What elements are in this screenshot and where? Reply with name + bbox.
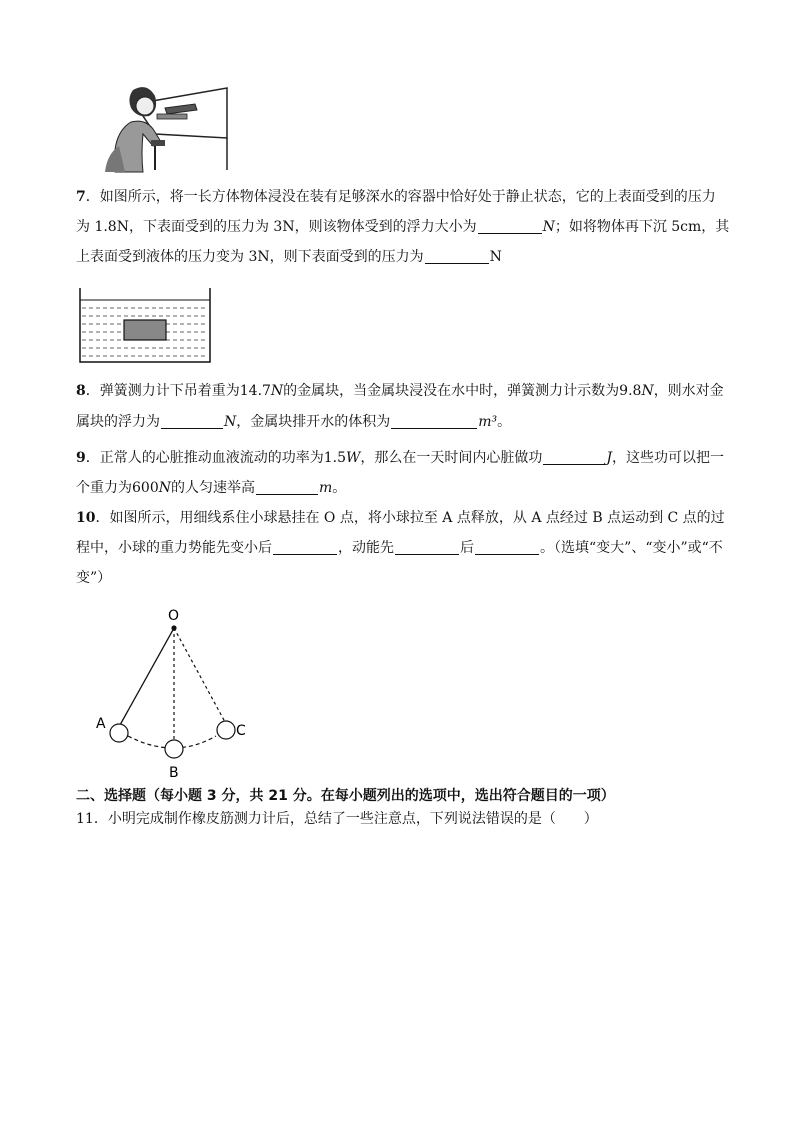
q7-text-2a: 为 1.8N，下表面受到的压力为 3N，则该物体受到的浮力大小为 [76, 219, 477, 235]
q8-unit-2: N [641, 383, 654, 399]
q8-text-2a: 属块的浮力为 [76, 414, 160, 430]
q9-line-2 [76, 478, 346, 498]
q9-text-2a: 个重力为 [76, 480, 132, 496]
q10-line-1 [76, 508, 725, 528]
q8-answer-blank-1[interactable] [161, 414, 223, 429]
q10-text-3: 变”） [76, 570, 112, 586]
q7-answer-blank-1[interactable] [478, 219, 542, 234]
q9-line-1 [76, 448, 724, 468]
q8-line-1 [76, 381, 724, 401]
q9-value-1: 1.5 [323, 450, 347, 466]
q10-text-2c: 后 [460, 540, 474, 556]
point-o-label: O [168, 608, 180, 624]
point-a-label: A [96, 716, 106, 732]
q10-line-3 [76, 568, 111, 588]
q7-line-2 [76, 217, 729, 237]
section-2-heading: 二、选择题（每小题 3 分，共 21 分。在每小题列出的选项中，选出符合题目的一项） [76, 788, 615, 804]
string-to-a [120, 628, 174, 725]
q9-unit-1: W [346, 450, 361, 466]
q9-answer-blank-1[interactable] [543, 450, 605, 465]
q7-answer-blank-2[interactable] [425, 249, 489, 264]
q10-text-1: ．如图所示，用细线系住小球悬挂在 O 点，将小球拉至 A 点释放，从 A 点经过 B 点运动到 C 点的过 [95, 510, 725, 526]
submerged-block [124, 320, 166, 340]
q9-number: 9 [76, 450, 86, 466]
q10-text-2a: 程中，小球的重力势能先变小后 [76, 540, 272, 556]
q11-text: 11．小明完成制作橡皮筋测力计后，总结了一些注意点，下列说法错误的是（ ） [76, 811, 598, 827]
point-c-label: C [236, 723, 246, 739]
q9-text-1c: ，这些功可以把一 [612, 450, 725, 466]
q8-unit-4: m³ [478, 414, 498, 430]
q7-text-3a: 上表面受到液体的压力变为 3N，则下表面受到的压力为 [76, 249, 424, 265]
q7-line-1 [76, 187, 716, 207]
q8-unit-3: N [224, 414, 237, 430]
q8-line-2 [76, 412, 511, 432]
q9-text-1a: ．正常人的心脏推动血液流动的功率为 [85, 450, 324, 466]
q10-answer-blank-2[interactable] [395, 540, 459, 555]
q7-unit-2: N [489, 249, 502, 265]
q9-answer-blank-2[interactable] [256, 480, 318, 495]
q7-text-2b: ；如将物体再下沉 5cm，其 [554, 219, 730, 235]
q9-text-1b: ，那么在一天时间内心脏做功 [360, 450, 543, 466]
q8-value-2: 9.8 [619, 383, 642, 399]
q7-text-1: ．如图所示，将一长方体物体浸没在装有足够深水的容器中恰好处于静止状态，它的上表面受到的压力 [85, 189, 716, 205]
q8-number: 8 [76, 383, 86, 399]
q8-value-1: 14.7 [239, 383, 271, 399]
q10-text-2b: ，动能先 [338, 540, 394, 556]
q9-value-2: 600 [132, 480, 159, 496]
q8-unit-1: N [270, 383, 284, 399]
pendulum-figure [90, 602, 260, 784]
q7-unit-1: N [542, 219, 555, 235]
q7-number: 7 [76, 189, 86, 205]
q9-unit-2: J [606, 450, 613, 466]
water-container-figure [76, 286, 216, 366]
q8-text-1b: 的金属块，当金属块浸没在水中时，弹簧测力计示数为 [283, 383, 620, 399]
ball-at-b [165, 740, 183, 758]
q9-unit-4: m [318, 480, 333, 496]
q9-text-2b: 的人匀速举高 [170, 480, 255, 496]
q10-answer-blank-1[interactable] [273, 540, 337, 555]
q7-line-3 [76, 247, 502, 267]
q8-answer-blank-2[interactable] [391, 414, 477, 429]
string-to-c [174, 628, 225, 722]
q9-unit-3: N [158, 480, 171, 496]
q9-end: 。 [332, 480, 347, 496]
ball-at-c [217, 721, 235, 739]
q8-text-2b: ，金属块排开水的体积为 [236, 414, 391, 430]
q8-end: 。 [497, 414, 512, 430]
q11-line [76, 809, 598, 829]
q10-text-2d: 。（选填“变大”、“变小”或“不 [540, 540, 723, 556]
q10-answer-blank-3[interactable] [475, 540, 539, 555]
point-b-label: B [169, 765, 179, 781]
q8-text-1a: ．弹簧测力计下吊着重为 [85, 383, 240, 399]
q8-text-1c: ，则水对金 [653, 383, 724, 399]
girl-at-table-illustration [95, 84, 230, 174]
ball-at-a [110, 724, 128, 742]
q10-line-2 [76, 538, 723, 558]
q10-number: 10 [76, 510, 96, 526]
